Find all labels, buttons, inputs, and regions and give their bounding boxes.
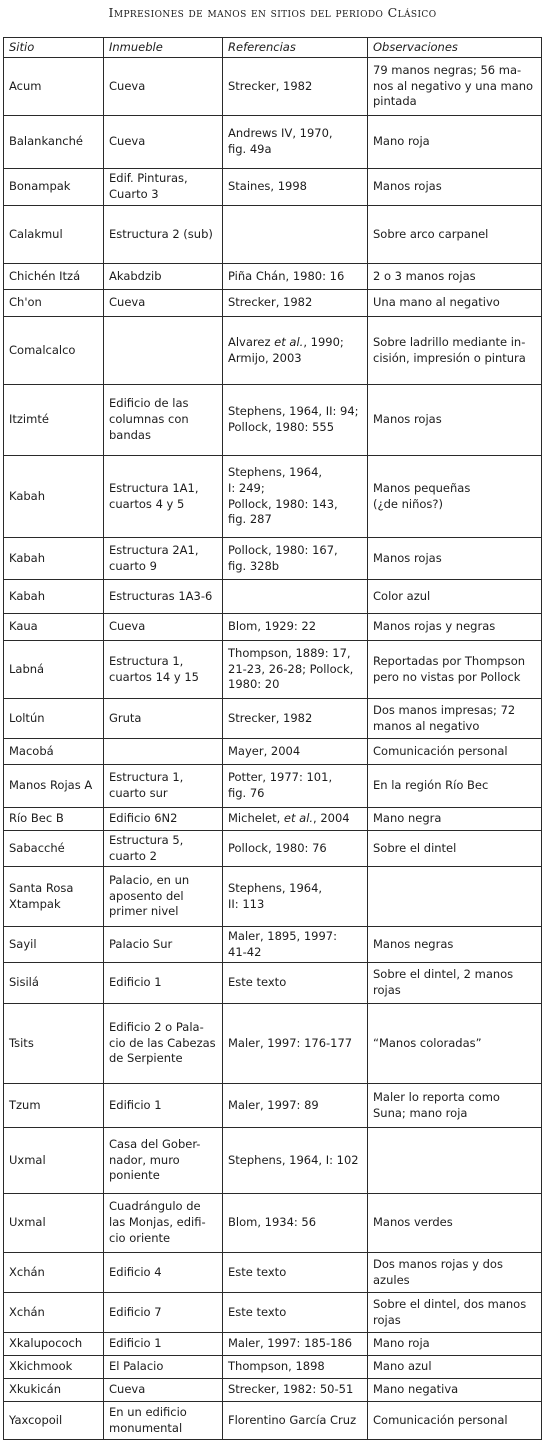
cell-sitio: Loltún xyxy=(4,699,104,739)
cell-sitio: Uxmal xyxy=(4,1128,104,1194)
cell-sitio: Balankanché xyxy=(4,116,104,169)
cell-referencias: Florentino García Cruz xyxy=(223,1402,368,1440)
cell-observaciones: Color azul xyxy=(368,580,542,614)
cell-referencias: Maler, 1997: 176-177 xyxy=(223,1004,368,1084)
header-observaciones: Observaciones xyxy=(368,38,542,58)
table-row xyxy=(4,614,542,641)
cell-referencias xyxy=(223,580,368,614)
cell-observaciones: Sobre arco carpanel xyxy=(368,206,542,264)
cell-referencias: Mayer, 2004 xyxy=(223,739,368,765)
cell-inmueble: Gruta xyxy=(104,699,223,739)
cell-observaciones: Manos rojas xyxy=(368,538,542,580)
table-row xyxy=(4,831,542,867)
cell-referencias: Andrews IV, 1970, fig. 49a xyxy=(223,116,368,169)
cell-observaciones: Una mano al negativo xyxy=(368,290,542,317)
cell-sitio: Kabah xyxy=(4,538,104,580)
cell-sitio: Xkukicán xyxy=(4,1379,104,1402)
cell-inmueble: Casa del Gober- nador, muro poniente xyxy=(104,1128,223,1194)
cell-observaciones: Manos verdes xyxy=(368,1194,542,1253)
cell-observaciones: Mano azul xyxy=(368,1356,542,1379)
table-row xyxy=(4,963,542,1004)
cell-sitio: Comalcalco xyxy=(4,317,104,385)
cell-sitio: Acum xyxy=(4,58,104,116)
cell-inmueble xyxy=(104,317,223,385)
cell-inmueble: Estructura 1, cuarto sur xyxy=(104,765,223,808)
cell-observaciones: Manos rojas xyxy=(368,385,542,456)
cell-referencias: Stephens, 1964, I: 102 xyxy=(223,1128,368,1194)
cell-sitio: Xchán xyxy=(4,1293,104,1333)
cell-inmueble: Cueva xyxy=(104,116,223,169)
cell-referencias: Strecker, 1982: 50-51 xyxy=(223,1379,368,1402)
table-row xyxy=(4,1356,542,1379)
cell-observaciones: Mano negra xyxy=(368,808,542,831)
cell-sitio: Yaxcopoil xyxy=(4,1402,104,1440)
cell-referencias: Staines, 1998 xyxy=(223,169,368,206)
table-row xyxy=(4,1194,542,1253)
cell-observaciones: Sobre el dintel, 2 manos rojas xyxy=(368,963,542,1004)
cell-referencias: Maler, 1997: 185-186 xyxy=(223,1333,368,1356)
cell-sitio: Itzimté xyxy=(4,385,104,456)
cell-referencias: Potter, 1977: 101, fig. 76 xyxy=(223,765,368,808)
cell-observaciones: Sobre el dintel xyxy=(368,831,542,867)
cell-sitio: Manos Rojas A xyxy=(4,765,104,808)
table-row xyxy=(4,808,542,831)
cell-referencias: Alvarez et al., 1990; Armijo, 2003 xyxy=(223,317,368,385)
cell-referencias: Strecker, 1982 xyxy=(223,290,368,317)
cell-referencias: Stephens, 1964, II: 94; Pollock, 1980: 555 xyxy=(223,385,368,456)
cell-sitio: Sisilá xyxy=(4,963,104,1004)
cell-observaciones: Dos manos rojas y dos azules xyxy=(368,1253,542,1293)
cell-observaciones: Manos rojas xyxy=(368,169,542,206)
cell-inmueble: Edificio 7 xyxy=(104,1293,223,1333)
table-row xyxy=(4,456,542,538)
header-row xyxy=(4,38,542,58)
table-row xyxy=(4,290,542,317)
cell-referencias: Piña Chán, 1980: 16 xyxy=(223,264,368,290)
cell-inmueble: Estructura 2A1, cuarto 9 xyxy=(104,538,223,580)
table-row xyxy=(4,739,542,765)
cell-sitio: Kabah xyxy=(4,456,104,538)
table-row xyxy=(4,317,542,385)
cell-observaciones: Mano roja xyxy=(368,116,542,169)
table-row xyxy=(4,1333,542,1356)
cell-sitio: Kabah xyxy=(4,580,104,614)
cell-inmueble: Edif. Pinturas, Cuarto 3 xyxy=(104,169,223,206)
cell-inmueble: Estructura 1, cuartos 14 y 15 xyxy=(104,641,223,699)
cell-referencias: Este texto xyxy=(223,963,368,1004)
cell-inmueble: Edificio 6N2 xyxy=(104,808,223,831)
cell-referencias: Strecker, 1982 xyxy=(223,699,368,739)
cell-observaciones: Dos manos impresas; 72 manos al negativo xyxy=(368,699,542,739)
cell-sitio: Sayil xyxy=(4,927,104,963)
cell-sitio: Tzum xyxy=(4,1084,104,1128)
cell-observaciones: Sobre ladrillo mediante in- cisión, impresión o pintura xyxy=(368,317,542,385)
table-row xyxy=(4,1379,542,1402)
hand-prints-table xyxy=(3,37,542,1440)
table-row xyxy=(4,699,542,739)
cell-sitio: Chichén Itzá xyxy=(4,264,104,290)
cell-inmueble: Estructura 2 (sub) xyxy=(104,206,223,264)
cell-sitio: Río Bec B xyxy=(4,808,104,831)
cell-referencias: Strecker, 1982 xyxy=(223,58,368,116)
table-row xyxy=(4,1128,542,1194)
cell-sitio: Bonampak xyxy=(4,169,104,206)
table-row xyxy=(4,1293,542,1333)
table-caption: Impresiones de manos en sitios del periodo Clásico xyxy=(108,5,437,20)
cell-observaciones: En la región Río Bec xyxy=(368,765,542,808)
cell-observaciones: Mano roja xyxy=(368,1333,542,1356)
cell-inmueble: Cueva xyxy=(104,1379,223,1402)
cell-inmueble: Edificio de las columnas con bandas xyxy=(104,385,223,456)
cell-inmueble xyxy=(104,739,223,765)
cell-referencias: Este texto xyxy=(223,1293,368,1333)
cell-observaciones: Sobre el dintel, dos manos rojas xyxy=(368,1293,542,1333)
cell-inmueble: Cueva xyxy=(104,614,223,641)
table-row xyxy=(4,1004,542,1084)
table-row xyxy=(4,765,542,808)
table-row xyxy=(4,538,542,580)
cell-observaciones: “Manos coloradas” xyxy=(368,1004,542,1084)
cell-observaciones: Reportadas por Thompson pero no vistas por Pollock xyxy=(368,641,542,699)
cell-inmueble: Edificio 1 xyxy=(104,1333,223,1356)
table-row xyxy=(4,927,542,963)
cell-referencias: Thompson, 1898 xyxy=(223,1356,368,1379)
cell-inmueble: Edificio 2 o Pala- cio de las Cabezas de Serpiente xyxy=(104,1004,223,1084)
header-sitio: Sitio xyxy=(4,38,104,58)
cell-sitio: Xkalupococh xyxy=(4,1333,104,1356)
cell-referencias: Maler, 1895, 1997: 41-42 xyxy=(223,927,368,963)
cell-sitio: Labná xyxy=(4,641,104,699)
cell-inmueble: Edificio 1 xyxy=(104,963,223,1004)
cell-sitio: Xkichmook xyxy=(4,1356,104,1379)
cell-observaciones: Manos negras xyxy=(368,927,542,963)
cell-referencias: Stephens, 1964, II: 113 xyxy=(223,867,368,927)
cell-sitio: Tsits xyxy=(4,1004,104,1084)
table-row xyxy=(4,116,542,169)
cell-sitio: Santa Rosa Xtampak xyxy=(4,867,104,927)
cell-inmueble: Estructuras 1A3-6 xyxy=(104,580,223,614)
cell-observaciones: 2 o 3 manos rojas xyxy=(368,264,542,290)
cell-sitio: Macobá xyxy=(4,739,104,765)
cell-sitio: Sabacché xyxy=(4,831,104,867)
cell-inmueble: Palacio Sur xyxy=(104,927,223,963)
table-row xyxy=(4,641,542,699)
cell-referencias: Michelet, et al., 2004 xyxy=(223,808,368,831)
cell-sitio: Calakmul xyxy=(4,206,104,264)
header-referencias: Referencias xyxy=(223,38,368,58)
table-row xyxy=(4,580,542,614)
cell-inmueble: Estructura 5, cuarto 2 xyxy=(104,831,223,867)
cell-inmueble: Estructura 1A1, cuartos 4 y 5 xyxy=(104,456,223,538)
cell-observaciones: Mano negativa xyxy=(368,1379,542,1402)
cell-sitio: Kaua xyxy=(4,614,104,641)
table-row xyxy=(4,169,542,206)
cell-observaciones: Manos rojas y negras xyxy=(368,614,542,641)
cell-inmueble: Cuadrángulo de las Monjas, edifi- cio oriente xyxy=(104,1194,223,1253)
cell-referencias: Stephens, 1964, I: 249; Pollock, 1980: 143, fig. 287 xyxy=(223,456,368,538)
cell-inmueble: Cueva xyxy=(104,58,223,116)
table-row xyxy=(4,264,542,290)
table-row xyxy=(4,385,542,456)
cell-referencias: Este texto xyxy=(223,1253,368,1293)
cell-inmueble: Palacio, en un aposento del primer nivel xyxy=(104,867,223,927)
cell-referencias: Pollock, 1980: 76 xyxy=(223,831,368,867)
table-row xyxy=(4,206,542,264)
cell-referencias: Pollock, 1980: 167, fig. 328b xyxy=(223,538,368,580)
cell-observaciones: Comunicación personal xyxy=(368,1402,542,1440)
table-row xyxy=(4,1253,542,1293)
cell-inmueble: Edificio 4 xyxy=(104,1253,223,1293)
cell-sitio: Xchán xyxy=(4,1253,104,1293)
header-inmueble: Inmueble xyxy=(104,38,223,58)
cell-observaciones: Manos pequeñas (¿de niños?) xyxy=(368,456,542,538)
cell-inmueble: Edificio 1 xyxy=(104,1084,223,1128)
cell-referencias: Maler, 1997: 89 xyxy=(223,1084,368,1128)
cell-observaciones xyxy=(368,867,542,927)
table-row xyxy=(4,58,542,116)
cell-sitio: Uxmal xyxy=(4,1194,104,1253)
table-row xyxy=(4,867,542,927)
cell-observaciones: 79 manos negras; 56 ma- nos al negativo y una mano pintada xyxy=(368,58,542,116)
cell-inmueble: En un edificio monumental xyxy=(104,1402,223,1440)
table-body xyxy=(4,58,542,1440)
cell-referencias: Thompson, 1889: 17, 21-23, 26-28; Pollock, 1980: 20 xyxy=(223,641,368,699)
cell-sitio: Ch'on xyxy=(4,290,104,317)
table-row xyxy=(4,1402,542,1440)
cell-inmueble: El Palacio xyxy=(104,1356,223,1379)
table-row xyxy=(4,1084,542,1128)
cell-inmueble: Cueva xyxy=(104,290,223,317)
cell-inmueble: Akabdzib xyxy=(104,264,223,290)
cell-observaciones: Maler lo reporta como Suna; mano roja xyxy=(368,1084,542,1128)
cell-observaciones: Comunicación personal xyxy=(368,739,542,765)
cell-referencias: Blom, 1934: 56 xyxy=(223,1194,368,1253)
cell-observaciones xyxy=(368,1128,542,1194)
cell-referencias xyxy=(223,206,368,264)
cell-referencias: Blom, 1929: 22 xyxy=(223,614,368,641)
